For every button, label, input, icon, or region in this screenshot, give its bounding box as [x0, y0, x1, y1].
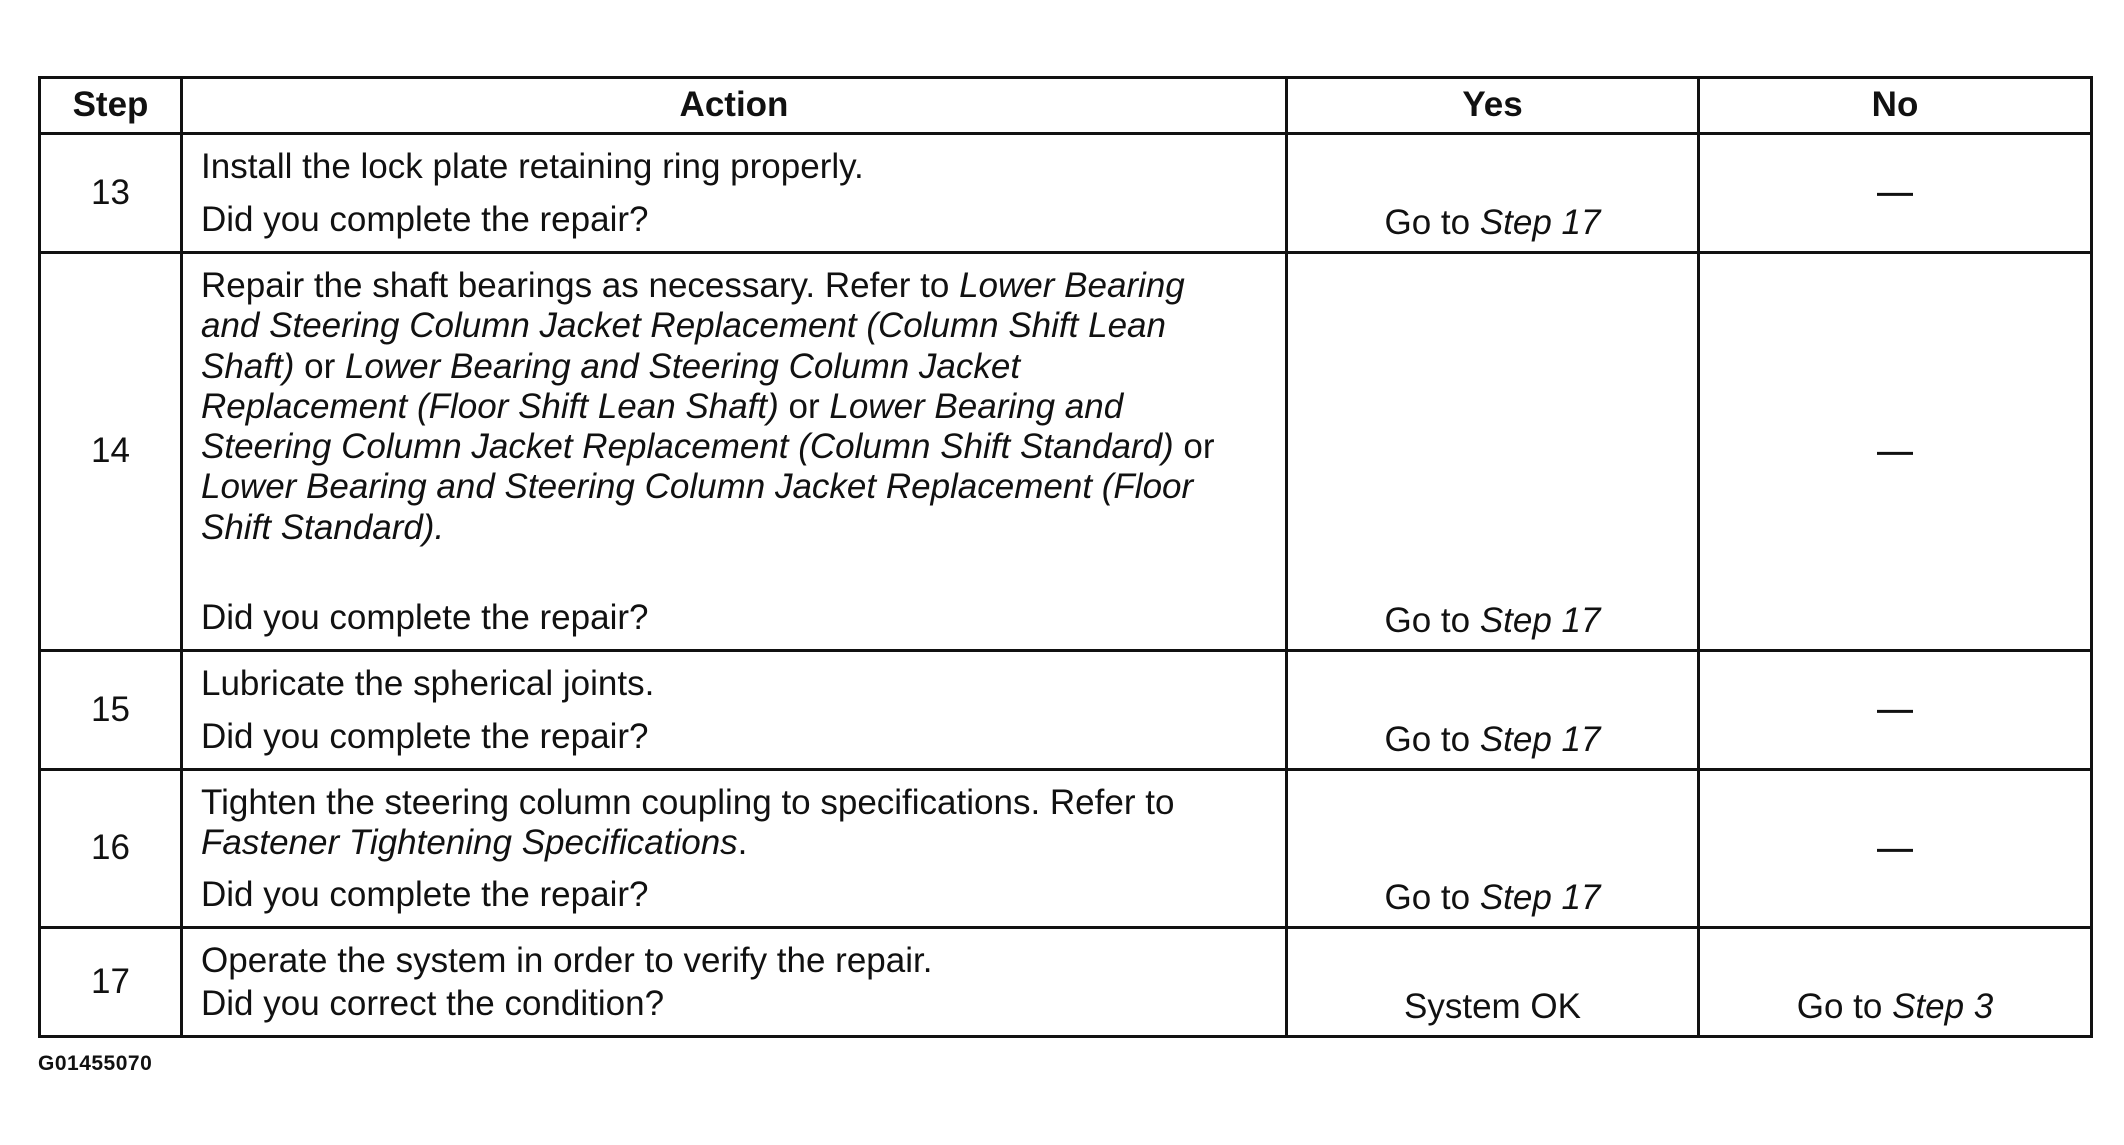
- action-cell: [182, 928, 1287, 1037]
- yes-result: [1288, 601, 1697, 641]
- header-step: Step: [40, 78, 182, 134]
- table-row: [40, 134, 2092, 253]
- instruction-reference[interactable]: Lower Bearing and Steering Column Jacket Replacement (Floor Shift Standard).: [201, 467, 1194, 547]
- no-cell: [1699, 928, 2092, 1037]
- instruction-reference[interactable]: Lower Bearing and Steering Column Jacket Replacement (Column Shift Lean Shaft): [201, 266, 1185, 386]
- instruction-text: Tighten the steering column coupling to specifications. Refer to: [201, 783, 1175, 822]
- no-cell: [1699, 134, 2092, 253]
- yes-step-link[interactable]: Step 17: [1479, 719, 1601, 759]
- action-cell: [182, 770, 1287, 928]
- yes-cell: [1287, 651, 1699, 770]
- yes-result: [1288, 987, 1697, 1027]
- yes-cell: [1287, 770, 1699, 928]
- yes-result: [1288, 720, 1697, 760]
- instruction-text: or: [294, 346, 345, 386]
- step-number: 14: [40, 253, 182, 651]
- yes-result: [1288, 878, 1697, 918]
- step-number: 17: [40, 928, 182, 1037]
- action-question: Did you complete the repair?: [201, 199, 649, 239]
- instruction-text: or: [778, 386, 830, 426]
- no-cell: [1699, 770, 2092, 928]
- action-instruction: [201, 652, 1269, 704]
- no-dash: [1877, 849, 1913, 852]
- action-instruction: [201, 254, 1236, 548]
- yes-cell: [1287, 928, 1699, 1037]
- no-result: [1700, 173, 2090, 213]
- instruction-text: .: [737, 823, 748, 863]
- no-result: [1700, 987, 2090, 1027]
- yes-prefix: Go to: [1384, 600, 1480, 640]
- instruction-reference[interactable]: Lower Bearing and Steering Column Jacket Replacement (Column Shift Standard): [201, 386, 1174, 466]
- header-no: No: [1699, 78, 2092, 134]
- header-row: [40, 78, 2092, 134]
- instruction-text: Operate the system in order to verify the repair.: [201, 941, 933, 980]
- instruction-reference[interactable]: Fastener Tightening Specifications: [201, 823, 738, 863]
- yes-prefix: Go to: [1384, 877, 1480, 917]
- action-instruction: [201, 929, 1269, 981]
- instruction-text: Lubricate the spherical joints.: [201, 664, 655, 703]
- no-dash: [1877, 193, 1913, 196]
- action-instruction: [201, 771, 1236, 864]
- table-row: [40, 770, 2092, 928]
- yes-step-link[interactable]: Step 17: [1479, 202, 1601, 242]
- yes-step-link[interactable]: Step 17: [1479, 600, 1601, 640]
- yes-cell: [1287, 134, 1699, 253]
- action-instruction: [201, 135, 1269, 187]
- step-number: 13: [40, 134, 182, 253]
- yes-prefix: Go to: [1384, 202, 1480, 242]
- yes-cell: [1287, 253, 1699, 651]
- no-result: [1700, 431, 2090, 471]
- step-number: 16: [40, 770, 182, 928]
- action-cell: [182, 253, 1287, 651]
- yes-prefix: Go to: [1384, 719, 1480, 759]
- action-question: Did you complete the repair?: [201, 716, 649, 756]
- instruction-text: Repair the shaft bearings as necessary. Refer to: [201, 266, 960, 305]
- no-cell: [1699, 651, 2092, 770]
- instruction-reference[interactable]: Lower Bearing and Steering Column Jacket Replacement (Floor Shift Lean Shaft): [201, 346, 1021, 426]
- no-dash: [1877, 452, 1913, 455]
- action-question: Did you correct the condition?: [201, 983, 665, 1023]
- no-result: [1700, 828, 2090, 868]
- header-yes: Yes: [1287, 78, 1699, 134]
- no-prefix: Go to: [1796, 986, 1893, 1026]
- no-cell: [1699, 253, 2092, 651]
- action-cell: [182, 134, 1287, 253]
- no-result: [1700, 690, 2090, 730]
- instruction-text: Install the lock plate retaining ring properly.: [201, 147, 864, 186]
- table-row: [40, 928, 2092, 1037]
- figure-id: G01455070: [38, 1052, 153, 1075]
- yes-result: [1288, 203, 1697, 243]
- table-row: [40, 651, 2092, 770]
- step-number: 15: [40, 651, 182, 770]
- yes-step-link[interactable]: Step 17: [1479, 877, 1601, 917]
- action-question: Did you complete the repair?: [201, 874, 649, 914]
- no-step-link[interactable]: Step 3: [1892, 986, 1994, 1026]
- yes-prefix: System OK: [1404, 986, 1581, 1026]
- diagnostic-table: [38, 76, 2093, 1038]
- header-action: Action: [182, 78, 1287, 134]
- table-row: [40, 253, 2092, 651]
- instruction-text: or: [1173, 427, 1215, 466]
- no-dash: [1877, 710, 1913, 713]
- action-cell: [182, 651, 1287, 770]
- action-question: Did you complete the repair?: [201, 597, 649, 637]
